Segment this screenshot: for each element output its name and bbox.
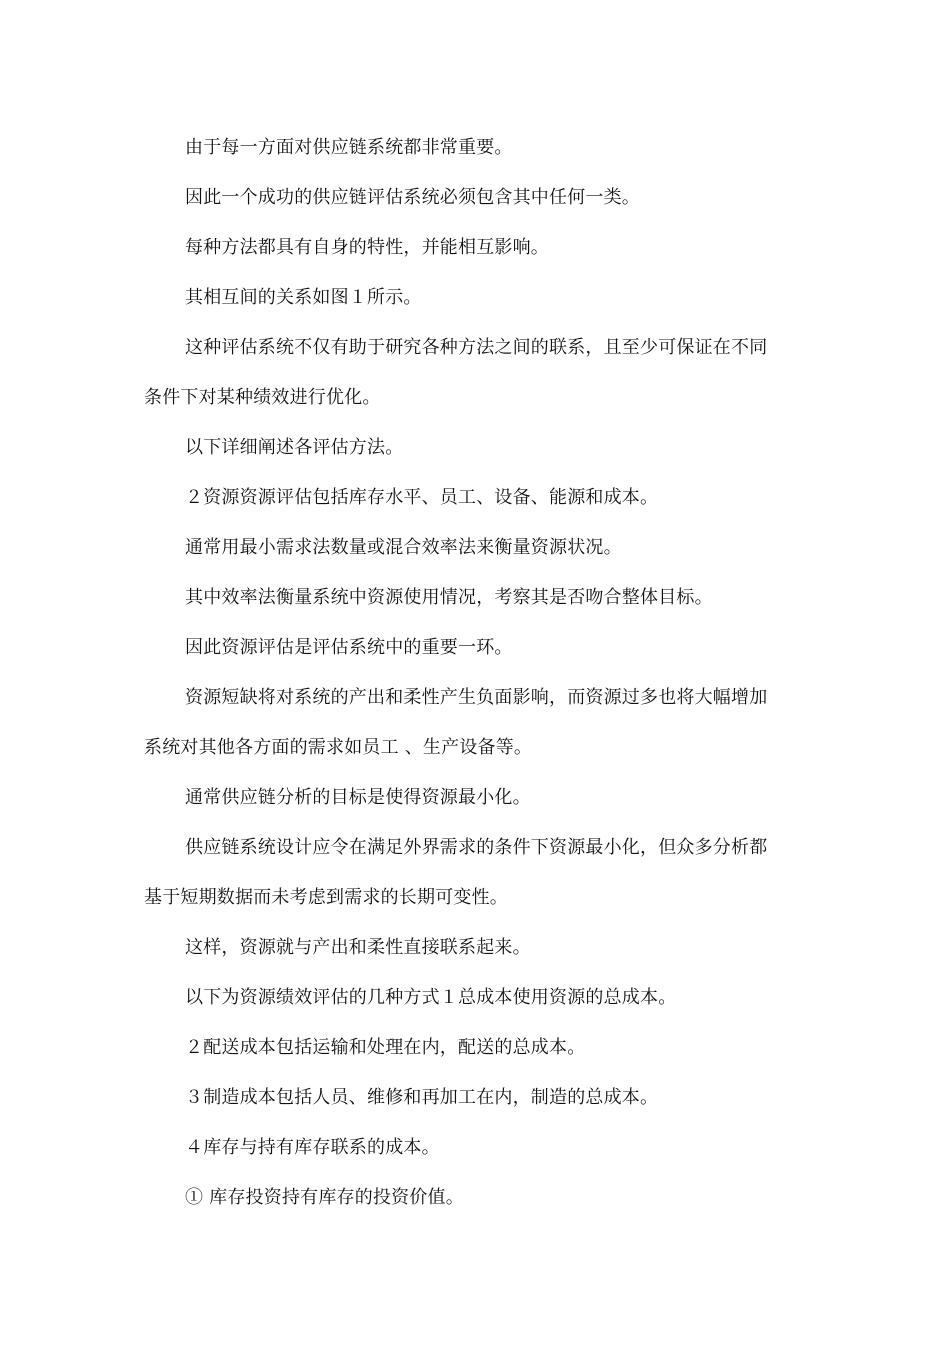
- paragraph-12: 通常供应链分析的目标是使得资源最小化。: [185, 787, 531, 808]
- paragraph-3: 每种方法都具有自身的特性，并能相互影响。: [185, 237, 549, 258]
- paragraph-16: ２配送成本包括运输和处理在内，配送的总成本。: [185, 1037, 586, 1058]
- paragraph-17: ３制造成本包括人员、维修和再加工在内，制造的总成本。: [185, 1087, 659, 1108]
- paragraph-6: 以下详细阐述各评估方法。: [185, 437, 404, 458]
- document-body: [144, 123, 769, 1223]
- paragraph-18: ４库存与持有库存联系的成本。: [185, 1137, 440, 1158]
- paragraph-15: 以下为资源绩效评估的几种方式１总成本使用资源的总成本。: [185, 987, 677, 1008]
- paragraph-7: ２资源资源评估包括库存水平、员工、设备、能源和成本。: [185, 487, 659, 508]
- paragraph-9: 其中效率法衡量系统中资源使用情况，考察其是否吻合整体目标。: [185, 587, 713, 608]
- paragraph-11: 资源短缺将对系统的产出和柔性产生负面影响，而资源过多也将大幅增加系统对其他各方面的需求如员工 、生产设备等。: [144, 687, 768, 758]
- paragraph-2: 因此一个成功的供应链评估系统必须包含其中任何一类。: [185, 187, 640, 208]
- paragraph-8: 通常用最小需求法数量或混合效率法来衡量资源状况。: [185, 537, 622, 558]
- paragraph-10: 因此资源评估是评估系统中的重要一环。: [185, 637, 513, 658]
- paragraph-1: 由于每一方面对供应链系统都非常重要。: [185, 137, 513, 158]
- paragraph-4: 其相互间的关系如图１所示。: [185, 287, 422, 308]
- paragraph-5: 这种评估系统不仅有助于研究各种方法之间的联系，且至少可保证在不同条件下对某种绩效进行优化。: [144, 337, 768, 408]
- paragraph-19: ① 库存投资持有库存的投资价值。: [185, 1187, 464, 1208]
- paragraph-14: 这样，资源就与产出和柔性直接联系起来。: [185, 937, 531, 958]
- paragraph-13: 供应链系统设计应令在满足外界需求的条件下资源最小化，但众多分析都基于短期数据而未考虑到需求的长期可变性。: [144, 837, 768, 908]
